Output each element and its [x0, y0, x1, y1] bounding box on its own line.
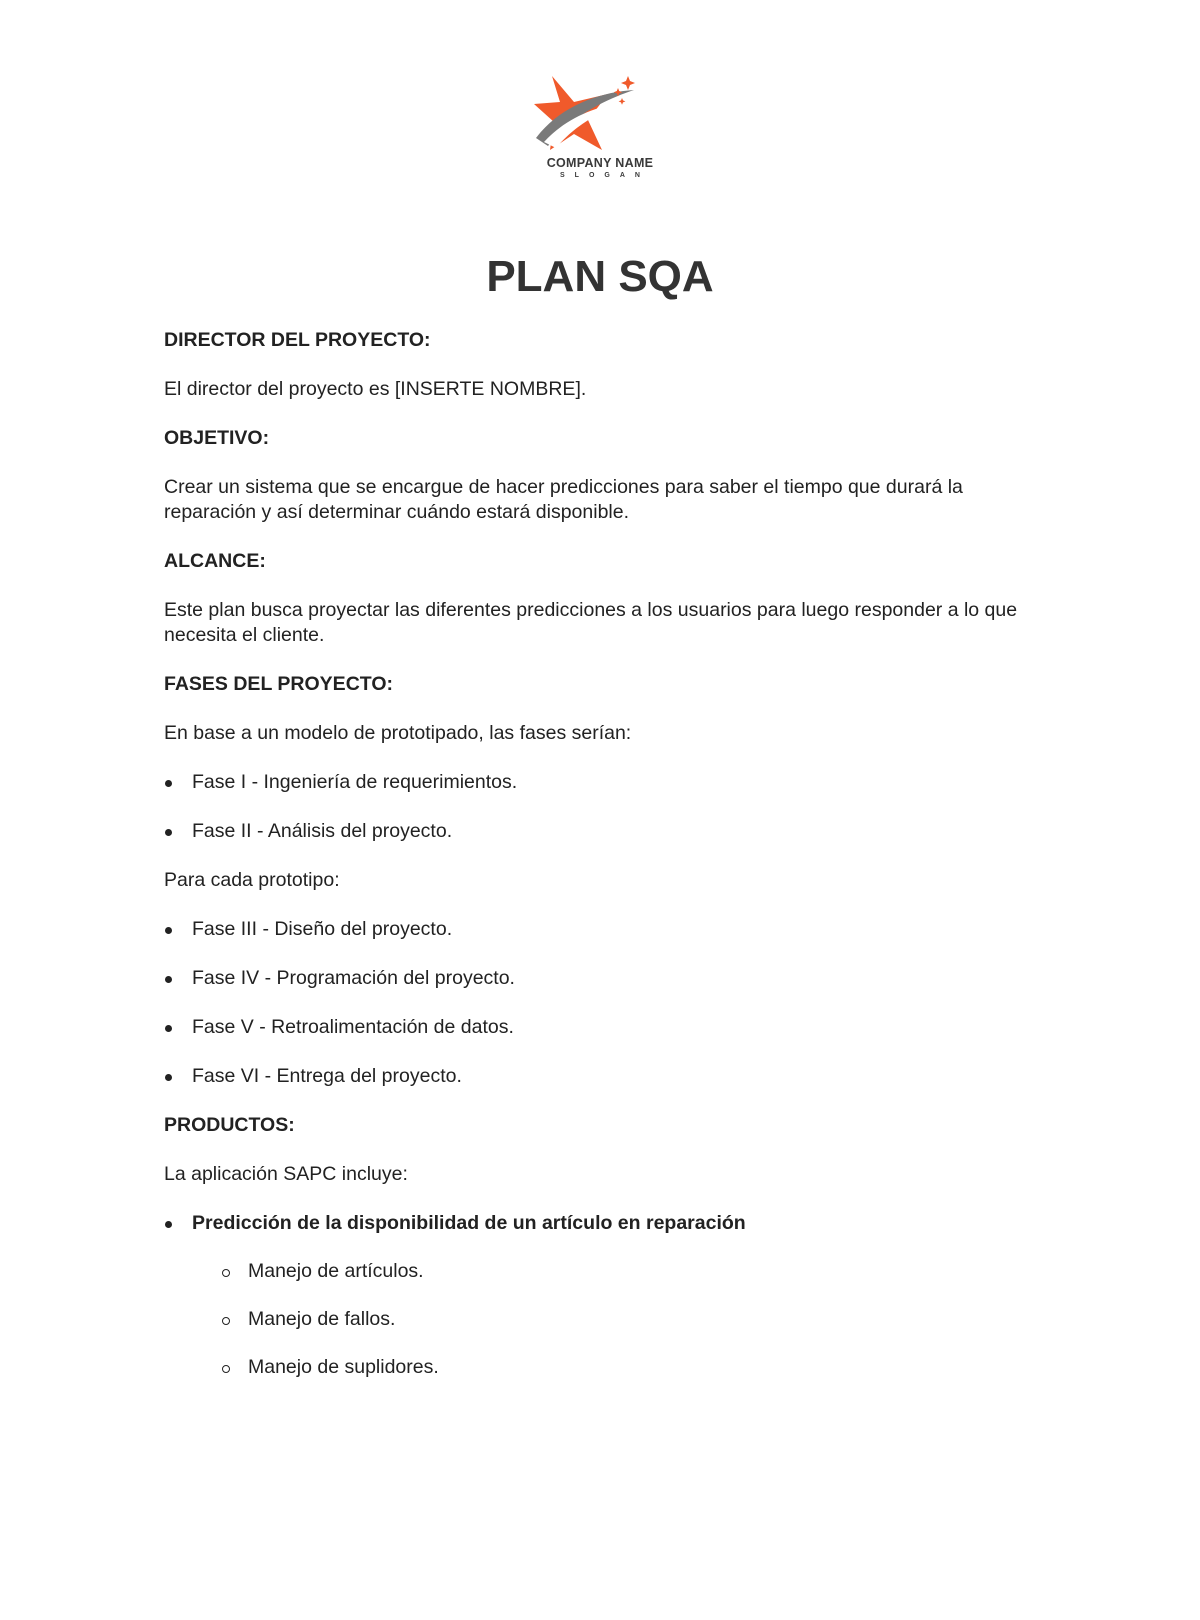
company-slogan: SLOGAN: [560, 172, 650, 179]
phases-list-a: [164, 770, 1044, 844]
list-item-text: Fase V - Retroalimentación de datos.: [192, 1016, 514, 1038]
phases-intro: En base a un modelo de prototipado, las fases serían:: [164, 722, 632, 744]
products-sub-list: [192, 1259, 1044, 1380]
list-item: [164, 1015, 1044, 1040]
director-heading: DIRECTOR DEL PROYECTO:: [164, 329, 431, 351]
sub-list-item: [220, 1259, 1044, 1284]
list-item-text: Fase IV - Programación del proyecto.: [192, 967, 515, 989]
bullet-icon: [165, 1074, 172, 1081]
list-item: [164, 966, 1044, 991]
per-prototype-text: Para cada prototipo:: [164, 869, 340, 891]
star-swoosh-logo-icon: [530, 72, 670, 156]
sub-list-item-text: Manejo de artículos.: [248, 1260, 424, 1282]
list-item: [164, 917, 1044, 942]
list-item-text: Fase II - Análisis del proyecto.: [192, 820, 453, 842]
list-item: [164, 770, 1044, 795]
bullet-icon: [165, 1221, 172, 1228]
company-name: COMPANY NAME: [546, 156, 654, 170]
list-item: [164, 1211, 1044, 1380]
bullet-icon: [165, 927, 172, 934]
list-item-text: Fase VI - Entrega del proyecto.: [192, 1065, 462, 1087]
list-item: [164, 819, 1044, 844]
sub-list-item: [220, 1307, 1044, 1332]
list-item: [164, 1064, 1044, 1089]
scope-heading: ALCANCE:: [164, 550, 266, 572]
bullet-icon: [165, 976, 172, 983]
circle-bullet-icon: [222, 1365, 230, 1373]
phases-list-b: [164, 917, 1044, 1089]
products-list: [164, 1211, 1044, 1380]
bullet-icon: [165, 829, 172, 836]
phases-heading: FASES DEL PROYECTO:: [164, 673, 393, 695]
director-text: El director del proyecto es [INSERTE NOMBRE].: [164, 378, 587, 400]
objective-text: Crear un sistema que se encargue de hacer predicciones para saber el tiempo que durará la reparación y así determinar cuándo estará disponible.: [164, 476, 963, 523]
company-logo: [530, 72, 670, 184]
list-item-text: Fase I - Ingeniería de requerimientos.: [192, 771, 518, 793]
circle-bullet-icon: [222, 1269, 230, 1277]
page-title: PLAN SQA: [486, 252, 714, 301]
sub-list-item-text: Manejo de fallos.: [248, 1308, 396, 1330]
list-item-text: Fase III - Diseño del proyecto.: [192, 918, 453, 940]
sub-list-item: [220, 1355, 1044, 1380]
scope-text: Este plan busca proyectar las diferentes predicciones a los usuarios para luego responder a lo que necesita el cliente.: [164, 599, 1018, 646]
circle-bullet-icon: [222, 1317, 230, 1325]
bullet-icon: [165, 780, 172, 787]
products-heading: PRODUCTOS:: [164, 1114, 295, 1136]
bullet-icon: [165, 1025, 172, 1032]
document-body: [164, 328, 1044, 1380]
objective-heading: OBJETIVO:: [164, 427, 270, 449]
list-item-text: Predicción de la disponibilidad de un artículo en reparación: [192, 1212, 746, 1234]
products-intro: La aplicación SAPC incluye:: [164, 1163, 408, 1185]
sub-list-item-text: Manejo de suplidores.: [248, 1356, 439, 1378]
